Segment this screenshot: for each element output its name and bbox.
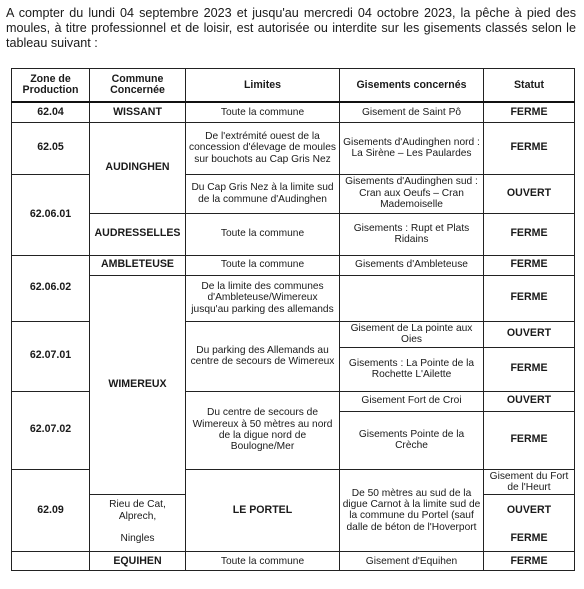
gisement-cell: Gisement de Saint Pô bbox=[340, 102, 484, 122]
commune-cell: WISSANT bbox=[90, 102, 186, 122]
gisement-cell: Gisement Fort de Croi bbox=[340, 391, 484, 411]
gisement-cell: Gisements d'Ambleteuse bbox=[340, 255, 484, 275]
gisement-cell: Gisement du Fort de l'Heurt bbox=[484, 469, 575, 495]
statut-cell: FERME bbox=[484, 122, 575, 174]
header-statut: Statut bbox=[484, 69, 575, 103]
zone-cell: 62.06.02 bbox=[12, 255, 90, 321]
limites-cell: Du Cap Gris Nez à la limite sud de la commune d'Audinghen bbox=[186, 174, 340, 213]
table-header-row bbox=[12, 69, 575, 103]
statut-cell: FERME bbox=[484, 411, 575, 469]
gisement-cell: Rieu de Cat, Alprech, bbox=[90, 495, 186, 526]
statut-cell: FERME bbox=[484, 552, 575, 571]
zone-cell bbox=[12, 552, 90, 571]
gisement-cell: Gisements d'Audinghen sud : Cran aux Oeufs – Cran Mademoiselle bbox=[340, 174, 484, 213]
zone-cell: 62.06.01 bbox=[12, 174, 90, 255]
statut-cell: FERME bbox=[484, 102, 575, 122]
statut-cell: FERME bbox=[484, 213, 575, 255]
fishing-status-table bbox=[11, 68, 575, 571]
limites-cell: Du parking des Allemands au centre de secours de Wimereux bbox=[186, 321, 340, 391]
limites-cell: De la limite des communes d'Ambleteuse/Wimereux jusqu'au parking des allemands bbox=[186, 275, 340, 321]
limites-cell: Toute la commune bbox=[186, 552, 340, 571]
zone-cell: 62.09 bbox=[12, 469, 90, 552]
zone-cell: 62.04 bbox=[12, 102, 90, 122]
statut-cell: FERME bbox=[484, 347, 575, 391]
gisement-cell: Gisements Pointe de la Crèche bbox=[340, 411, 484, 469]
table-row bbox=[12, 255, 575, 275]
table-row bbox=[12, 552, 575, 571]
statut-cell: FERME bbox=[484, 526, 575, 552]
limites-cell: Toute la commune bbox=[186, 102, 340, 122]
gisement-cell: Ningles bbox=[90, 526, 186, 552]
limites-cell: De l'extrémité ouest de la concession d'élevage de moules sur bouchots au Cap Gris Nez bbox=[186, 122, 340, 174]
statut-cell: OUVERT bbox=[484, 174, 575, 213]
gisement-cell: Gisement d'Equihen bbox=[340, 552, 484, 571]
gisement-cell: Gisement de La pointe aux Oies bbox=[340, 321, 484, 347]
table-row bbox=[12, 275, 575, 321]
commune-cell: EQUIHEN bbox=[90, 552, 186, 571]
statut-cell: OUVERT bbox=[484, 391, 575, 411]
commune-cell: AUDRESSELLES bbox=[90, 213, 186, 255]
commune-cell: AMBLETEUSE bbox=[90, 255, 186, 275]
header-zone: Zone de Production bbox=[12, 69, 90, 103]
header-gisements: Gisements concernés bbox=[340, 69, 484, 103]
statut-cell: FERME bbox=[484, 255, 575, 275]
zone-cell: 62.05 bbox=[12, 122, 90, 174]
zone-cell: 62.07.02 bbox=[12, 391, 90, 469]
limites-cell: Du centre de secours de Wimereux à 50 mètres au nord de la digue nord de Boulogne/Mer bbox=[186, 391, 340, 469]
intro-paragraph: A compter du lundi 04 septembre 2023 et jusqu'au mercredi 04 octobre 2023, la pêche à pied des moules, à titre professionnel et de loisir, est autorisée ou interdite sur les gisements classés selon le tableau suivant : bbox=[6, 6, 576, 50]
statut-cell: OUVERT bbox=[484, 321, 575, 347]
limites-cell: Toute la commune bbox=[186, 213, 340, 255]
gisement-cell: Gisements d'Audinghen nord : La Sirène – Les Paulardes bbox=[340, 122, 484, 174]
table-row bbox=[12, 213, 575, 255]
commune-cell: AUDINGHEN bbox=[90, 122, 186, 213]
statut-cell: FERME bbox=[484, 275, 575, 321]
gisement-cell: Gisements : Rupt et Plats Ridains bbox=[340, 213, 484, 255]
commune-cell: LE PORTEL bbox=[186, 469, 340, 552]
header-commune: Commune Concernée bbox=[90, 69, 186, 103]
table-row bbox=[12, 102, 575, 122]
header-limites: Limites bbox=[186, 69, 340, 103]
table-row bbox=[12, 122, 575, 174]
commune-cell: WIMEREUX bbox=[90, 275, 186, 495]
zone-cell: 62.07.01 bbox=[12, 321, 90, 391]
gisement-cell: Gisements : La Pointe de la Rochette L'Ailette bbox=[340, 347, 484, 391]
limites-cell: Toute la commune bbox=[186, 255, 340, 275]
statut-cell: OUVERT bbox=[484, 495, 575, 526]
limites-cell: De 50 mètres au sud de la digue Carnot à la limite sud de la commune du Portel (sauf dalle de béton de l'Hoverport bbox=[340, 469, 484, 552]
gisement-cell bbox=[340, 275, 484, 321]
